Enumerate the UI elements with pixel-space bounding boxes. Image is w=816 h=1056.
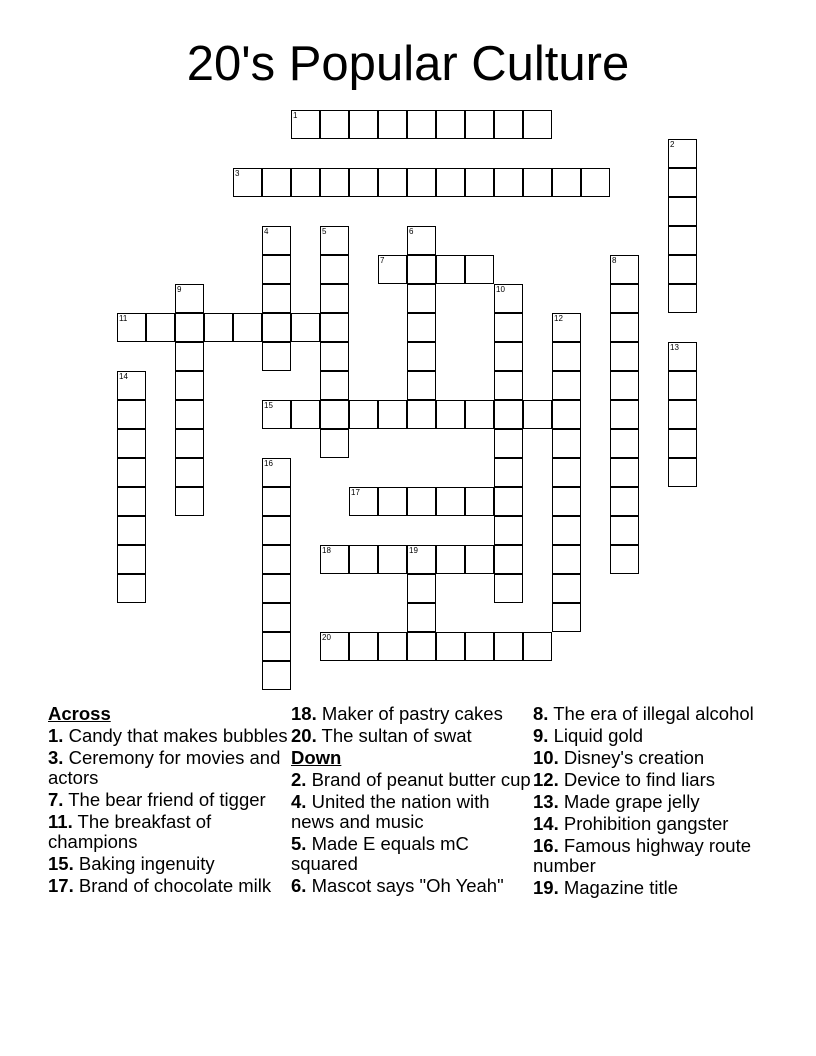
grid-cell[interactable]: [494, 458, 523, 487]
clue-down-2[interactable]: 2. Brand of peanut butter cup: [291, 769, 531, 790]
clue-across-11[interactable]: 11. The breakfast of champions: [48, 811, 212, 852]
clue-down-5[interactable]: 5. Made E equals mC squared: [291, 833, 469, 874]
grid-cell[interactable]: [175, 313, 204, 342]
clue-text: Famous highway route number: [533, 835, 752, 876]
clue-column-2: [291, 702, 531, 896]
grid-cell[interactable]: [117, 458, 146, 487]
clue-text: Maker of pastry cakes: [321, 703, 503, 724]
grid-cell[interactable]: [291, 400, 320, 429]
clue-text: Prohibition gangster: [563, 813, 729, 834]
grid-cell[interactable]: [436, 168, 465, 197]
grid-cell[interactable]: [610, 342, 639, 371]
grid-cell[interactable]: [407, 603, 436, 632]
grid-cell[interactable]: [494, 371, 523, 400]
grid-cell[interactable]: [175, 371, 204, 400]
grid-cell[interactable]: [291, 110, 320, 139]
grid-cell[interactable]: [407, 226, 436, 255]
clue-text: Magazine title: [563, 877, 679, 898]
grid-cell[interactable]: [349, 487, 378, 516]
clue-number: 14: [533, 813, 554, 834]
grid-cell[interactable]: [204, 313, 233, 342]
grid-cell[interactable]: [668, 342, 697, 371]
grid-cell[interactable]: [668, 168, 697, 197]
clue-number: 1: [48, 725, 59, 746]
clue-number-label: 3: [235, 169, 240, 178]
grid-cell[interactable]: [262, 516, 291, 545]
grid-cell[interactable]: [262, 603, 291, 632]
grid-cell[interactable]: [552, 487, 581, 516]
clue-text: Baking ingenuity: [78, 853, 215, 874]
clue-down-14[interactable]: 14. Prohibition gangster: [533, 813, 729, 834]
grid-cell[interactable]: [523, 400, 552, 429]
grid-cell[interactable]: [465, 632, 494, 661]
clue-number-label: 11: [119, 314, 128, 323]
grid-cell[interactable]: [175, 284, 204, 313]
grid-cell[interactable]: [117, 516, 146, 545]
grid-cell[interactable]: [494, 168, 523, 197]
clue-number: 2: [291, 769, 302, 790]
grid-cell[interactable]: [436, 110, 465, 139]
grid-cell[interactable]: [407, 487, 436, 516]
grid-cell[interactable]: [610, 458, 639, 487]
clue-number: 13: [533, 791, 554, 812]
grid-cell[interactable]: [581, 168, 610, 197]
grid-cell[interactable]: [552, 458, 581, 487]
grid-cell[interactable]: [610, 545, 639, 574]
grid-cell[interactable]: [465, 487, 494, 516]
clue-number-label: 13: [670, 343, 679, 352]
grid-cell[interactable]: [262, 632, 291, 661]
grid-cell[interactable]: [610, 255, 639, 284]
clue-number: 9: [533, 725, 544, 746]
grid-cell[interactable]: [320, 371, 349, 400]
clue-text: The era of illegal alcohol: [553, 703, 754, 724]
clue-text: The bear friend of tigger: [68, 789, 266, 810]
clue-column-1: [48, 702, 288, 896]
grid-cell[interactable]: [668, 284, 697, 313]
clue-number-label: 9: [177, 285, 182, 294]
clue-number: 18: [291, 703, 312, 724]
grid-cell[interactable]: [262, 226, 291, 255]
grid-cell[interactable]: [494, 313, 523, 342]
clue-text: Candy that makes bubbles: [68, 725, 288, 746]
grid-cell[interactable]: [262, 574, 291, 603]
grid-cell[interactable]: [436, 255, 465, 284]
grid-cell[interactable]: [117, 371, 146, 400]
grid-cell[interactable]: [494, 429, 523, 458]
grid-cell[interactable]: [117, 429, 146, 458]
grid-cell[interactable]: [552, 603, 581, 632]
grid-cell[interactable]: [552, 313, 581, 342]
clue-across-20[interactable]: 20. The sultan of swat: [291, 725, 472, 746]
clue-down-6[interactable]: 6. Mascot says "Oh Yeah": [291, 875, 504, 896]
clue-down-4[interactable]: 4. United the nation with news and music: [291, 791, 490, 832]
grid-cell[interactable]: [552, 574, 581, 603]
grid-cell[interactable]: [117, 313, 146, 342]
grid-cell[interactable]: [436, 632, 465, 661]
grid-cell[interactable]: [407, 574, 436, 603]
clue-down-9[interactable]: 9. Liquid gold: [533, 725, 644, 746]
grid-cell[interactable]: [117, 574, 146, 603]
grid-cell[interactable]: [610, 313, 639, 342]
clue-column-3: [533, 702, 773, 898]
clue-text: Mascot says "Oh Yeah": [311, 875, 504, 896]
grid-cell[interactable]: [320, 168, 349, 197]
clue-text: Disney's creation: [563, 747, 705, 768]
grid-cell[interactable]: [552, 371, 581, 400]
grid-cell[interactable]: [494, 342, 523, 371]
clue-text: Made grape jelly: [563, 791, 700, 812]
grid-cell[interactable]: [349, 545, 378, 574]
clue-across-17[interactable]: 17. Brand of chocolate milk: [48, 875, 272, 896]
clue-number: 5: [291, 833, 302, 854]
grid-cell[interactable]: [494, 545, 523, 574]
grid-cell[interactable]: [320, 255, 349, 284]
clue-number: 20: [291, 725, 312, 746]
grid-cell[interactable]: [465, 545, 494, 574]
grid-cell[interactable]: [378, 110, 407, 139]
grid-cell[interactable]: [407, 168, 436, 197]
grid-cell[interactable]: [668, 197, 697, 226]
grid-cell[interactable]: [262, 458, 291, 487]
clue-number-label: 18: [322, 546, 331, 555]
grid-cell[interactable]: [320, 429, 349, 458]
clue-down-16[interactable]: 16. Famous highway route number: [533, 835, 752, 876]
clue-number-label: 14: [119, 372, 128, 381]
clue-number: 17: [48, 875, 69, 896]
clue-number: 16: [533, 835, 554, 856]
grid-cell[interactable]: [262, 284, 291, 313]
grid-cell[interactable]: [262, 545, 291, 574]
grid-cell[interactable]: [262, 661, 291, 690]
puzzle-title: 20's Popular Culture: [186, 37, 630, 91]
grid-cell[interactable]: [320, 632, 349, 661]
grid-cell[interactable]: [233, 168, 262, 197]
grid-cell[interactable]: [117, 400, 146, 429]
grid-cell[interactable]: [349, 632, 378, 661]
grid-cell[interactable]: [552, 168, 581, 197]
grid-cell[interactable]: [465, 400, 494, 429]
grid-cell[interactable]: [465, 255, 494, 284]
clue-number-label: 10: [496, 285, 505, 294]
grid-cell[interactable]: [407, 284, 436, 313]
grid-cell[interactable]: [320, 284, 349, 313]
clue-number-label: 5: [322, 227, 327, 236]
grid-cell[interactable]: [407, 545, 436, 574]
grid-cell[interactable]: [262, 487, 291, 516]
grid-cell[interactable]: [523, 632, 552, 661]
clue-across-3[interactable]: 3. Ceremony for movies and actors: [48, 747, 281, 788]
clue-text: Brand of peanut butter cup: [311, 769, 531, 790]
across-heading: Across: [48, 703, 111, 724]
grid-cell[interactable]: [320, 110, 349, 139]
grid-cell[interactable]: [668, 139, 697, 168]
grid-cell[interactable]: [320, 545, 349, 574]
grid-cell[interactable]: [262, 313, 291, 342]
grid-cell[interactable]: [494, 110, 523, 139]
grid-cell[interactable]: [117, 545, 146, 574]
grid-cell[interactable]: [349, 168, 378, 197]
grid-cell[interactable]: [523, 168, 552, 197]
clue-number: 8: [533, 703, 544, 724]
clue-number: 12: [533, 769, 554, 790]
clue-text: Made E equals mC squared: [291, 833, 469, 874]
grid-cell[interactable]: [552, 400, 581, 429]
clue-number-label: 8: [612, 256, 617, 265]
clue-number-label: 15: [264, 401, 273, 410]
grid-cell[interactable]: [175, 458, 204, 487]
clue-number-label: 6: [409, 227, 414, 236]
grid-cell[interactable]: [494, 487, 523, 516]
clue-number: 6: [291, 875, 302, 896]
grid-cell[interactable]: [610, 371, 639, 400]
clue-across-15[interactable]: 15. Baking ingenuity: [48, 853, 215, 874]
grid-cell[interactable]: [436, 545, 465, 574]
clue-down-12[interactable]: 12. Device to find liars: [533, 769, 716, 790]
grid-cell[interactable]: [407, 342, 436, 371]
clue-across-7[interactable]: 7. The bear friend of tigger: [48, 789, 266, 810]
grid-cell[interactable]: [436, 487, 465, 516]
grid-cell[interactable]: [320, 400, 349, 429]
grid-cell[interactable]: [668, 458, 697, 487]
grid-cell[interactable]: [436, 400, 465, 429]
clue-text: Ceremony for movies and actors: [48, 747, 281, 788]
grid-cell[interactable]: [262, 255, 291, 284]
clue-number-label: 7: [380, 256, 385, 265]
grid-cell[interactable]: [494, 516, 523, 545]
clue-number: 3: [48, 747, 59, 768]
grid-cell[interactable]: [349, 400, 378, 429]
grid-cell[interactable]: [610, 284, 639, 313]
clue-number-label: 16: [264, 459, 273, 468]
clue-number: 19: [533, 877, 554, 898]
grid-cell[interactable]: [494, 574, 523, 603]
grid-cell[interactable]: [494, 400, 523, 429]
clue-text: Liquid gold: [553, 725, 644, 746]
grid-cell[interactable]: [610, 400, 639, 429]
clue-text: Device to find liars: [563, 769, 716, 790]
grid-cell[interactable]: [320, 226, 349, 255]
grid-cell[interactable]: [378, 168, 407, 197]
grid-cell[interactable]: [407, 400, 436, 429]
clue-number: 4: [291, 791, 302, 812]
grid-cell[interactable]: [378, 632, 407, 661]
clue-number-label: 12: [554, 314, 563, 323]
grid-cell[interactable]: [262, 400, 291, 429]
grid-cell[interactable]: [378, 545, 407, 574]
grid-cell[interactable]: [291, 168, 320, 197]
grid-cell[interactable]: [668, 400, 697, 429]
clue-down-8[interactable]: 8. The era of illegal alcohol: [533, 703, 754, 724]
grid-cell[interactable]: [262, 342, 291, 371]
clue-number: 7: [48, 789, 59, 810]
grid-cell[interactable]: [407, 371, 436, 400]
grid-cell[interactable]: [262, 168, 291, 197]
clue-number-label: 20: [322, 633, 331, 642]
grid-cell[interactable]: [668, 226, 697, 255]
clue-number-label: 19: [409, 546, 418, 555]
clue-text: United the nation with news and music: [291, 791, 490, 832]
grid-cell[interactable]: [233, 313, 262, 342]
clue-number-label: 1: [293, 111, 298, 120]
grid-cell[interactable]: [407, 255, 436, 284]
clue-number: 10: [533, 747, 554, 768]
clue-number-label: 17: [351, 488, 360, 497]
grid-cell[interactable]: [407, 632, 436, 661]
clue-number: 15: [48, 853, 69, 874]
grid-cell[interactable]: [668, 371, 697, 400]
clue-text: Brand of chocolate milk: [78, 875, 272, 896]
grid-cell[interactable]: [610, 429, 639, 458]
grid-cell[interactable]: [610, 487, 639, 516]
grid-cell[interactable]: [407, 313, 436, 342]
grid-cell[interactable]: [552, 342, 581, 371]
grid-cell[interactable]: [175, 342, 204, 371]
grid-cell[interactable]: [378, 400, 407, 429]
grid-cell[interactable]: [320, 313, 349, 342]
grid-cell[interactable]: [494, 632, 523, 661]
clue-text: The breakfast of champions: [48, 811, 212, 852]
grid-cell[interactable]: [668, 255, 697, 284]
grid-cell[interactable]: [465, 110, 494, 139]
grid-cell[interactable]: [378, 487, 407, 516]
clue-text: The sultan of swat: [321, 725, 472, 746]
grid-cell[interactable]: [378, 255, 407, 284]
grid-cell[interactable]: [610, 516, 639, 545]
grid-cell[interactable]: [494, 284, 523, 313]
grid-cell[interactable]: [552, 516, 581, 545]
grid-cell[interactable]: [407, 110, 436, 139]
grid-cell[interactable]: [175, 487, 204, 516]
clue-number: 11: [48, 811, 68, 832]
clue-down-13[interactable]: 13. Made grape jelly: [533, 791, 700, 812]
grid-cell[interactable]: [175, 429, 204, 458]
clue-number-label: 4: [264, 227, 269, 236]
grid-cell[interactable]: [146, 313, 175, 342]
grid-cell[interactable]: [117, 487, 146, 516]
clue-across-18[interactable]: 18. Maker of pastry cakes: [291, 703, 503, 724]
grid-cell[interactable]: [175, 400, 204, 429]
grid-cell[interactable]: [523, 110, 552, 139]
down-heading: Down: [291, 747, 342, 768]
clue-down-19[interactable]: 19. Magazine title: [533, 877, 679, 898]
grid-cell[interactable]: [552, 429, 581, 458]
grid-cell[interactable]: [320, 342, 349, 371]
grid-cell[interactable]: [349, 110, 378, 139]
clue-down-10[interactable]: 10. Disney's creation: [533, 747, 705, 768]
grid-cell[interactable]: [465, 168, 494, 197]
grid-cell[interactable]: [291, 313, 320, 342]
grid-cell[interactable]: [552, 545, 581, 574]
grid-cell[interactable]: [668, 429, 697, 458]
clue-across-1[interactable]: 1. Candy that makes bubbles: [48, 725, 288, 746]
clue-number-label: 2: [670, 140, 675, 149]
